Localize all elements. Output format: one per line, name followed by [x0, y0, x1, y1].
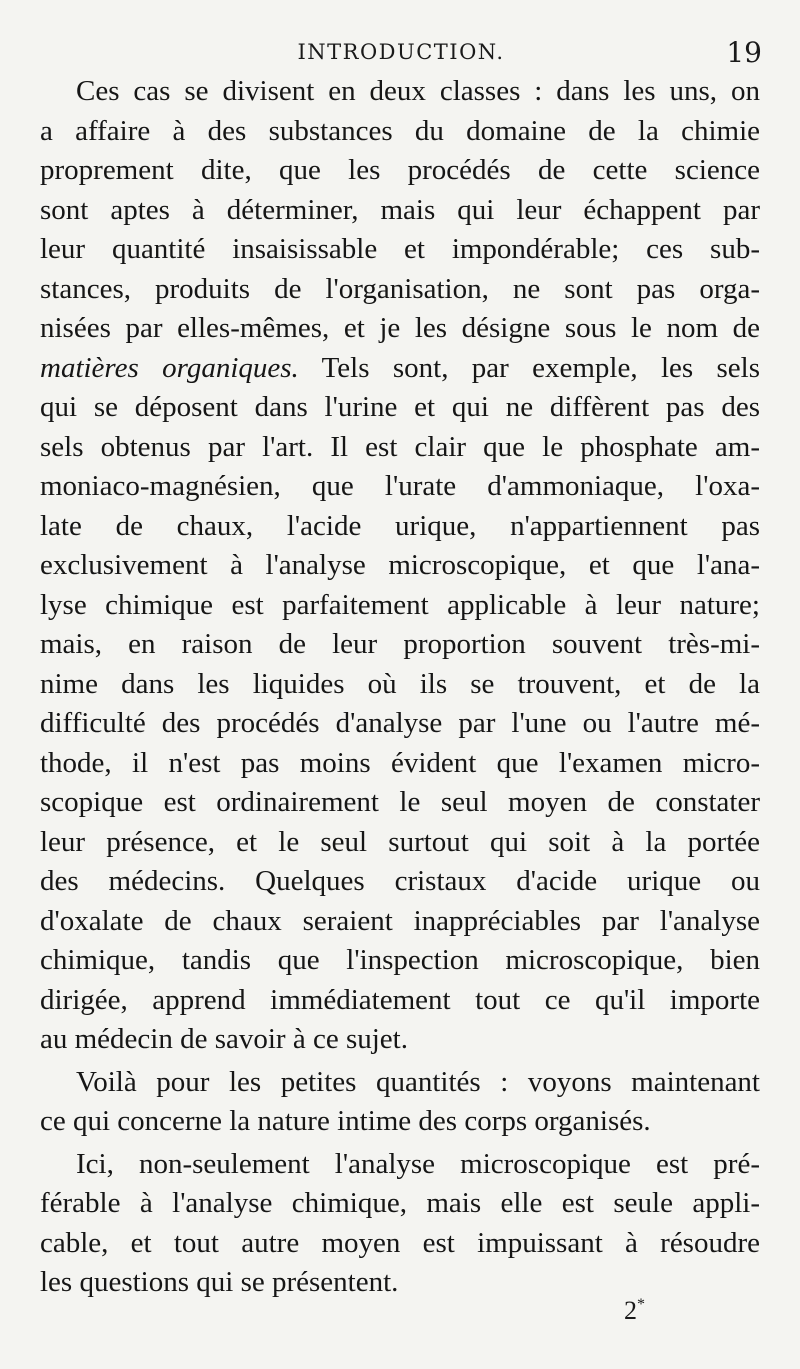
text-line: [40, 349, 760, 389]
paragraph: [40, 1063, 760, 1142]
text-line: leur quantité insaisissable et impondérable; ces sub-: [40, 233, 760, 265]
body-text: [40, 72, 760, 1303]
page-number: 19: [726, 36, 762, 69]
italic-term: matières organiques.: [40, 351, 299, 384]
text-line: proprement dite, que les procédés de cette science: [40, 154, 760, 186]
text-line: moniaco-magnésien, que l'urate d'ammoniaque, l'oxa-: [40, 470, 760, 502]
text-line: dirigée, apprend immédiatement tout ce qu'il importe: [40, 983, 760, 1016]
text-line: d'oxalate de chaux seraient inappréciables par l'analyse: [40, 904, 760, 937]
text-line: exclusivement à l'analyse microscopique, et que l'ana-: [40, 549, 760, 581]
text-line: stances, produits de l'organisation, ne sont pas orga-: [40, 272, 760, 305]
text-line: Ces cas se divisent en deux classes : dans les uns, on: [76, 75, 760, 107]
paragraph: [40, 1145, 760, 1303]
text-line: mais, en raison de leur proportion souvent très-mi-: [40, 628, 760, 660]
text-line: difficulté des procédés d'analyse par l'une ou l'autre mé-: [40, 707, 760, 739]
paragraph: [40, 72, 760, 1060]
text-line: qui se déposent dans l'urine et qui ne diffèrent pas des: [40, 391, 760, 423]
text-line: férable à l'analyse chimique, mais elle est seule appli-: [40, 1187, 760, 1219]
signature-star: *: [637, 1296, 645, 1313]
text-line: Ici, non-seulement l'analyse microscopique est pré-: [76, 1147, 760, 1180]
text-line: late de chaux, l'acide urique, n'appartiennent pas: [40, 509, 760, 542]
text-line: les questions qui se présentent.: [40, 1266, 399, 1298]
text-line: cable, et tout autre moyen est impuissant à résoudre: [40, 1226, 760, 1259]
text-line: des médecins. Quelques cristaux d'acide urique ou: [40, 865, 760, 897]
page-header: [40, 36, 762, 72]
signature-mark: [624, 1296, 645, 1326]
text-line: nisées par elles-mêmes, et je les désigne sous le nom de: [40, 312, 760, 344]
text-line: a affaire à des substances du domaine de la chimie: [40, 114, 760, 147]
text-line: leur présence, et le seul surtout qui soit à la portée: [40, 825, 760, 858]
text-line: lyse chimique est parfaitement applicable à leur nature;: [40, 588, 760, 621]
text-line: sels obtenus par l'art. Il est clair que le phosphate am-: [40, 430, 760, 463]
text-line: au médecin de savoir à ce sujet.: [40, 1023, 408, 1055]
text-line: Voilà pour les petites quantités : voyons maintenant: [76, 1065, 760, 1098]
signature-number: 2: [624, 1296, 637, 1325]
text-line: ce qui concerne la nature intime des corps organisés.: [40, 1105, 651, 1137]
text-line: nime dans les liquides où ils se trouvent, et de la: [40, 667, 760, 700]
text-line: scopique est ordinairement le seul moyen de constater: [40, 786, 760, 818]
text-line: thode, il n'est pas moins évident que l'examen micro-: [40, 746, 760, 779]
text-line: sont aptes à déterminer, mais qui leur échappent par: [40, 193, 760, 226]
text-line: chimique, tandis que l'inspection microscopique, bien: [40, 944, 760, 976]
text-line-rest: Tels sont, par exemple, les sels: [298, 351, 760, 384]
running-head: INTRODUCTION.: [297, 40, 505, 64]
